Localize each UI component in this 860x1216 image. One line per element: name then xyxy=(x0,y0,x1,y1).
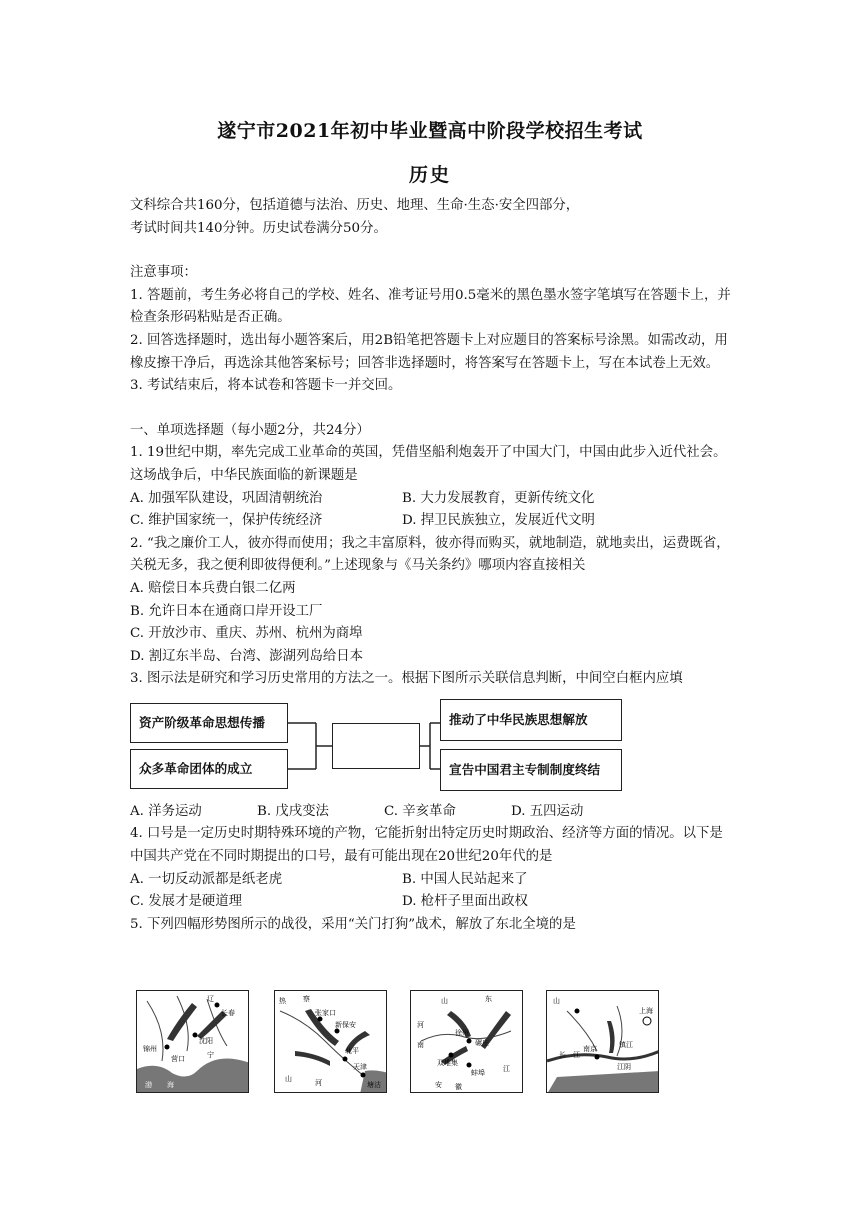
map-label: 徐州 xyxy=(455,1029,469,1037)
map-label: 江 xyxy=(573,1051,580,1059)
option-c: C. 维护国家统一，保护传统经济 xyxy=(130,513,323,529)
option-a: A. 洋务运动 xyxy=(130,803,202,819)
map-label: 上海 xyxy=(639,1007,653,1015)
map-label: 北平 xyxy=(345,1047,359,1055)
map-label: 徽 xyxy=(455,1083,462,1091)
map-label: 热 xyxy=(279,997,286,1005)
option-d: D. 枪杆子里面出政权 xyxy=(402,894,528,910)
box-label: 众多革命团体的成立 xyxy=(139,760,253,776)
box-revolution-groups xyxy=(130,749,288,789)
box-label: 推动了中华民族思想解放 xyxy=(449,711,588,727)
map-label: 河 xyxy=(315,1079,322,1087)
battle-map-3 xyxy=(410,990,523,1093)
map-label: 安 xyxy=(435,1081,442,1089)
battle-maps xyxy=(136,990,656,1100)
box-label: 资产阶级革命思想传播 xyxy=(139,714,265,730)
option-c: C. 辛亥革命 xyxy=(384,803,456,819)
box-blank-center xyxy=(332,723,420,769)
box-thought-liberation xyxy=(440,699,622,741)
question-3-options-row xyxy=(130,801,736,824)
map-label: 辽 xyxy=(207,995,214,1003)
map-label: 山 xyxy=(553,997,560,1005)
map-label: 东 xyxy=(485,995,492,1003)
map-label: 天津 xyxy=(353,1063,367,1071)
option-b: B. 大力发展教育，更新传统文化 xyxy=(402,490,595,506)
question-4-options-row xyxy=(130,891,736,914)
exam-body xyxy=(130,195,736,936)
exam-title: 遂宁市2021年初中毕业暨高中阶段学校招生考试 xyxy=(217,120,643,142)
map-3-drawing xyxy=(411,991,523,1093)
box-monarchy-end xyxy=(440,749,622,791)
question-5-stem: 5. 下列四幅形势图所示的战役，采用“关门打狗”战术，解放了东北全境的是 xyxy=(130,916,576,932)
notice-item: 3. 考试结束后，将本试卷和答题卡一并交回。 xyxy=(130,378,402,394)
question-1-options-row xyxy=(130,488,736,511)
battle-map-2 xyxy=(274,990,387,1093)
map-label: 新保安 xyxy=(335,1021,356,1029)
option-b: B. 允许日本在通商口岸开设工厂 xyxy=(130,603,323,619)
intro-line: 文科综合共160分，包括道德与法治、历史、地理、生命·生态·安全四部分， xyxy=(130,198,580,213)
question-4-options-row xyxy=(130,869,736,892)
relation-diagram xyxy=(130,699,736,795)
map-label: 锦州 xyxy=(143,1045,157,1053)
option-a: A. 一切反动派都是纸老虎 xyxy=(130,871,283,887)
map-label: 渤 xyxy=(145,1081,152,1089)
map-label: 双堆集 xyxy=(437,1059,458,1067)
box-thought-spread xyxy=(130,703,288,743)
map-label: 碾庄 xyxy=(475,1039,489,1047)
map-label: 宁 xyxy=(207,1051,214,1059)
battle-map-4 xyxy=(546,990,659,1093)
intro-line: 考试时间共140分钟。历史试卷满分50分。 xyxy=(130,220,387,236)
subject-title: 历史 xyxy=(408,164,451,186)
map-4-drawing xyxy=(547,991,659,1093)
notice-heading: 注意事项： xyxy=(130,265,197,281)
notice-item: 2. 回答选择题时，选出每小题答案后，用2B铅笔把答题卡上对应题目的答案标号涂黑。如需改动，用橡皮擦干净后，再选涂其他答案标号；回答非选择题时，将答案写在答题卡上，写在本试卷上无效。 xyxy=(130,332,728,371)
question-1-options-row xyxy=(130,510,736,533)
battle-map-1 xyxy=(136,990,249,1093)
question-4-stem: 4. 口号是一定历史时期特殊环境的产物，它能折射出特定历史时期政治、经济等方面的情况。以下是中国共产党在不同时期提出的口号，最有可能出现在20世纪20年代的是 xyxy=(130,826,723,865)
option-b: B. 中国人民站起来了 xyxy=(402,871,528,887)
option-c: C. 发展才是硬道理 xyxy=(130,894,243,910)
map-label: 山 xyxy=(285,1075,292,1083)
section-heading: 一、单项选择题（每小题2分，共24分） xyxy=(130,422,370,438)
option-a: A. 赔偿日本兵费白银二亿两 xyxy=(130,580,296,596)
map-1-drawing xyxy=(137,991,249,1093)
map-label: 南京 xyxy=(583,1045,597,1053)
map-label: 察 xyxy=(303,995,310,1003)
map-label: 江阴 xyxy=(617,1063,631,1071)
map-label: 江 xyxy=(503,1065,510,1073)
map-2-drawing xyxy=(275,991,387,1093)
option-d: D. 捍卫民族独立，发展近代文明 xyxy=(402,513,595,529)
map-label: 蚌埠 xyxy=(471,1069,485,1077)
question-1-stem: 1. 19世纪中期，率先完成工业革命的英国，凭借坚船利炮轰开了中国大门，中国由此步入近代社会。这场战争后，中华民族面临的新课题是 xyxy=(130,445,727,483)
map-label: 海 xyxy=(167,1081,174,1089)
map-label: 南 xyxy=(417,1041,424,1049)
question-3-stem: 3. 图示法是研究和学习历史常用的方法之一。根据下图所示关联信息判断，中间空白框内应填 xyxy=(130,671,683,687)
map-label: 河 xyxy=(417,1021,424,1029)
notice-item: 1. 答题前，考生务必将自己的学校、姓名、准考证号用0.5毫米的黑色墨水签字笔填写在答题卡上，并检查条形码粘贴是否正确。 xyxy=(130,287,731,326)
map-label: 张家口 xyxy=(315,1009,336,1017)
option-b: B. 戊戌变法 xyxy=(257,803,329,819)
map-label: 沈阳 xyxy=(199,1037,213,1045)
map-label: 营口 xyxy=(171,1055,185,1063)
map-label: 长 xyxy=(559,1051,566,1059)
map-label: 长春 xyxy=(221,1009,235,1017)
option-d: D. 割辽东半岛、台湾、澎湖列岛给日本 xyxy=(130,648,364,664)
map-label: 塘沽 xyxy=(367,1081,381,1089)
box-label: 宣告中国君主专制制度终结 xyxy=(449,761,601,777)
question-2-stem: 2. “我之廉价工人，彼亦得而使用；我之丰富原料，彼亦得而购买，就地制造，就地卖出，运费既省，关税无多，我之便利即彼得便利。”上述现象与《马关条约》哪项内容直接相关 xyxy=(130,535,730,574)
map-label: 镇江 xyxy=(619,1041,633,1049)
option-d: D. 五四运动 xyxy=(511,803,584,819)
option-a: A. 加强军队建设，巩固清朝统治 xyxy=(130,490,323,506)
map-label: 山 xyxy=(441,997,448,1005)
option-c: C. 开放沙市、重庆、苏州、杭州为商埠 xyxy=(130,626,363,642)
